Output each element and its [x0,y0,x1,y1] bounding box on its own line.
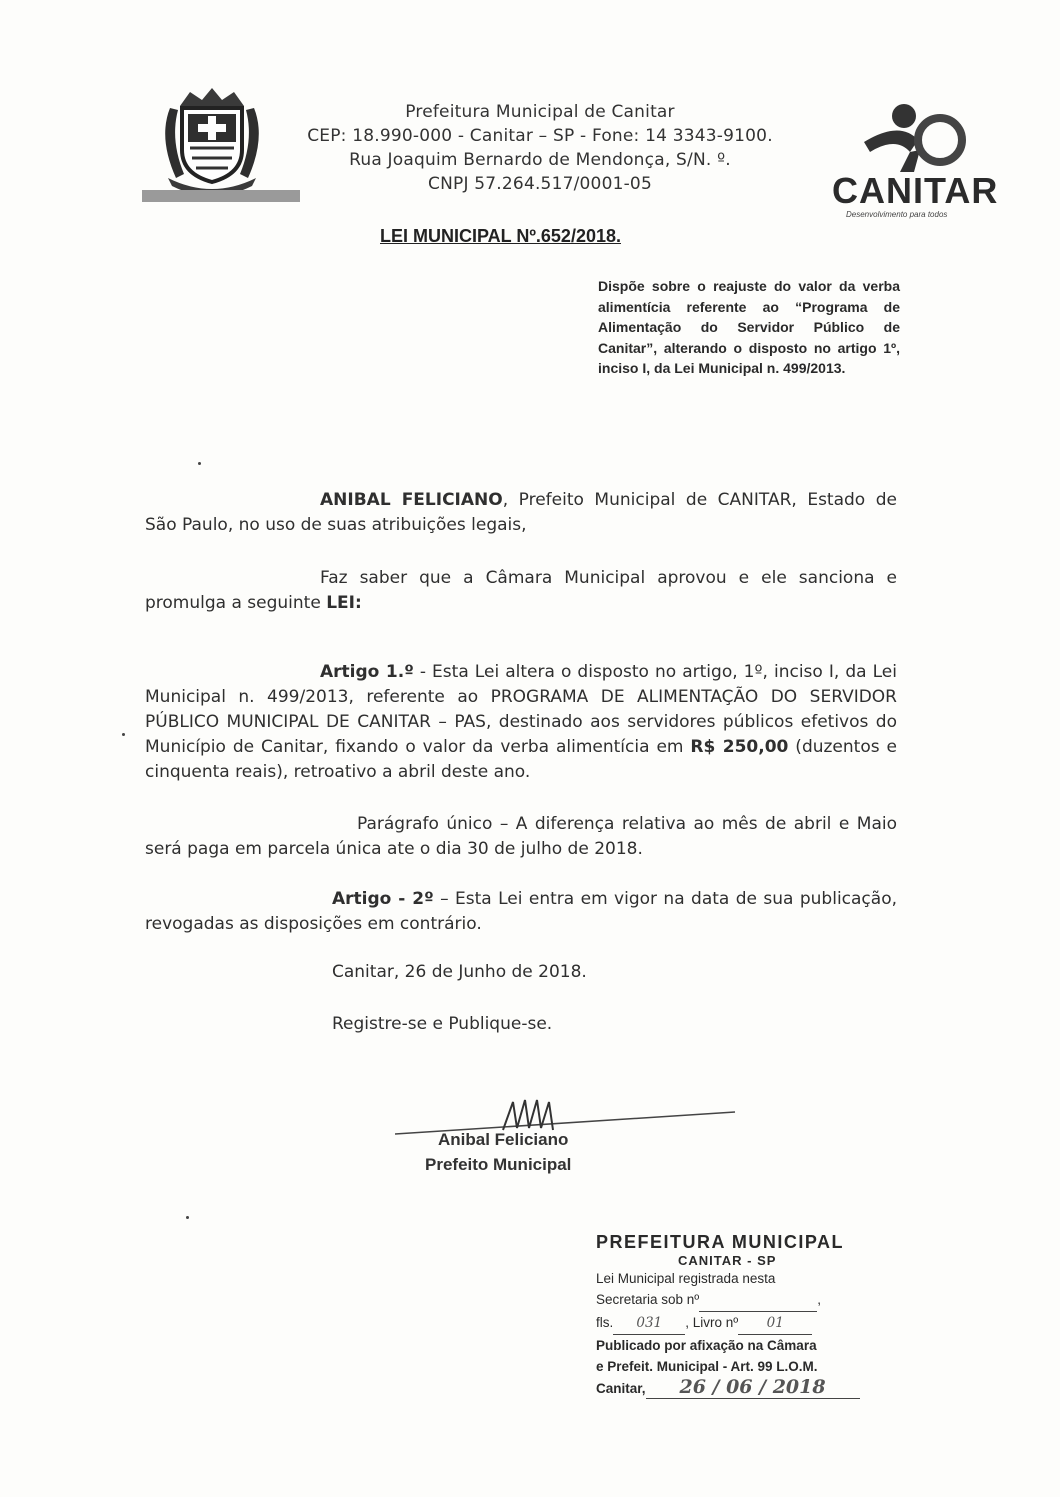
stamp-subtitle: CANITAR - SP [678,1253,777,1268]
preamble-text: , Prefeito Municipal de CANITAR, Estado de São Paulo, no uso de suas atribuições legais, [145,490,897,535]
speck [122,733,125,736]
stamp-line-3 [596,1312,906,1335]
law-title: LEI MUNICIPAL Nº.652/2018. [380,226,621,246]
article-1 [145,660,897,785]
article-1-tail: (duzentos e cinquenta reais), retroativo a abril deste ano. [145,737,897,782]
sole-paragraph: Parágrafo único – A diferença relativa ao mês de abril e Maio será paga em parcela única ate o dia 30 de julho de 2018. [145,814,897,859]
header-line-1: Prefeitura Municipal de Canitar [405,102,675,122]
article-1-value: R$ 250,00 [690,737,789,757]
stamp-date-label: Canitar, [596,1381,646,1396]
signatory-name: Anibal Feliciano [438,1130,569,1149]
stamp-fls-label: fls. [596,1315,614,1330]
stamp-livro-value: 01 [738,1313,812,1335]
article-2-text: – Esta Lei entra em vigor na data de sua publicação, revogadas as disposições em contrário. [145,889,898,934]
preamble-paragraph [145,488,897,538]
logo-tagline: Desenvolvimento para todos [846,210,948,219]
article-2-label: Artigo - 2º [332,889,434,909]
header-line-2: CEP: 18.990-000 - Canitar – SP - Fone: 14 3343-9100. [307,126,773,146]
article-1-label: Artigo 1.º [320,662,414,682]
signatory-role: Prefeito Municipal [425,1155,572,1174]
article-1-text: - Esta Lei altera o disposto no artigo, 1º, inciso I, da Lei Municipal n. 499/2013, referente ao PROGRAMA DE ALIMENTAÇÃO DO SERVIDOR PÚBLICO MUNICIPAL DE CANITAR – PAS, destinado aos servidores públicos efetivos do Município de Canitar, fixando o valor da verba alimentícia em [145,662,897,757]
registration-stamp [596,1232,906,1399]
article-2 [145,887,897,937]
stamp-line-2: Secretaria sob nº , [596,1289,906,1312]
stamp-fls-value: 031 [613,1313,685,1335]
stamp-line-4: Publicado por afixação na Câmara [596,1338,817,1353]
stamp-secretaria-label: Secretaria sob nº [596,1292,700,1307]
mayor-name: ANIBAL FELICIANO [320,490,503,510]
header-line-4: CNPJ 57.264.517/0001-05 [428,174,652,194]
stamp-date-value: 26 / 06 / 2018 [646,1377,860,1399]
coat-of-arms-emblem [140,78,300,208]
canitar-figure-icon [860,100,970,175]
speck [198,462,201,465]
register-line: Registre-se e Publique-se. [332,1014,553,1034]
stamp-title: PREFEITURA MUNICIPAL [596,1232,844,1252]
ementa-summary: Dispõe sobre o reajuste do valor da verba alimentícia referente ao “Programa de Alimentação do Servidor Público de Canitar”, alterando o disposto no artigo 1º, inciso I, da Lei Municipal n. 499/2013. [598,278,900,376]
logo-wordmark: CANITAR [832,170,999,211]
stamp-line-5: e Prefeit. Municipal - Art. 99 L.O.M. [596,1359,818,1374]
stamp-livro-label: , Livro nº [685,1315,739,1330]
enactment-text: Faz saber que a Câmara Municipal aprovou e ele sanciona e promulga a seguinte [145,568,897,613]
canitar-logo [820,100,1000,230]
enactment-paragraph [145,566,897,616]
header-line-3: Rua Joaquim Bernardo de Mendonça, S/N. º. [349,150,731,170]
date-line: Canitar, 26 de Junho de 2018. [332,962,587,982]
enactment-lei: LEI: [326,593,362,613]
stamp-line-1: Lei Municipal registrada nesta [596,1271,776,1286]
letterhead-text [290,100,790,196]
speck [186,1216,189,1219]
stamp-line-6 [596,1377,906,1399]
